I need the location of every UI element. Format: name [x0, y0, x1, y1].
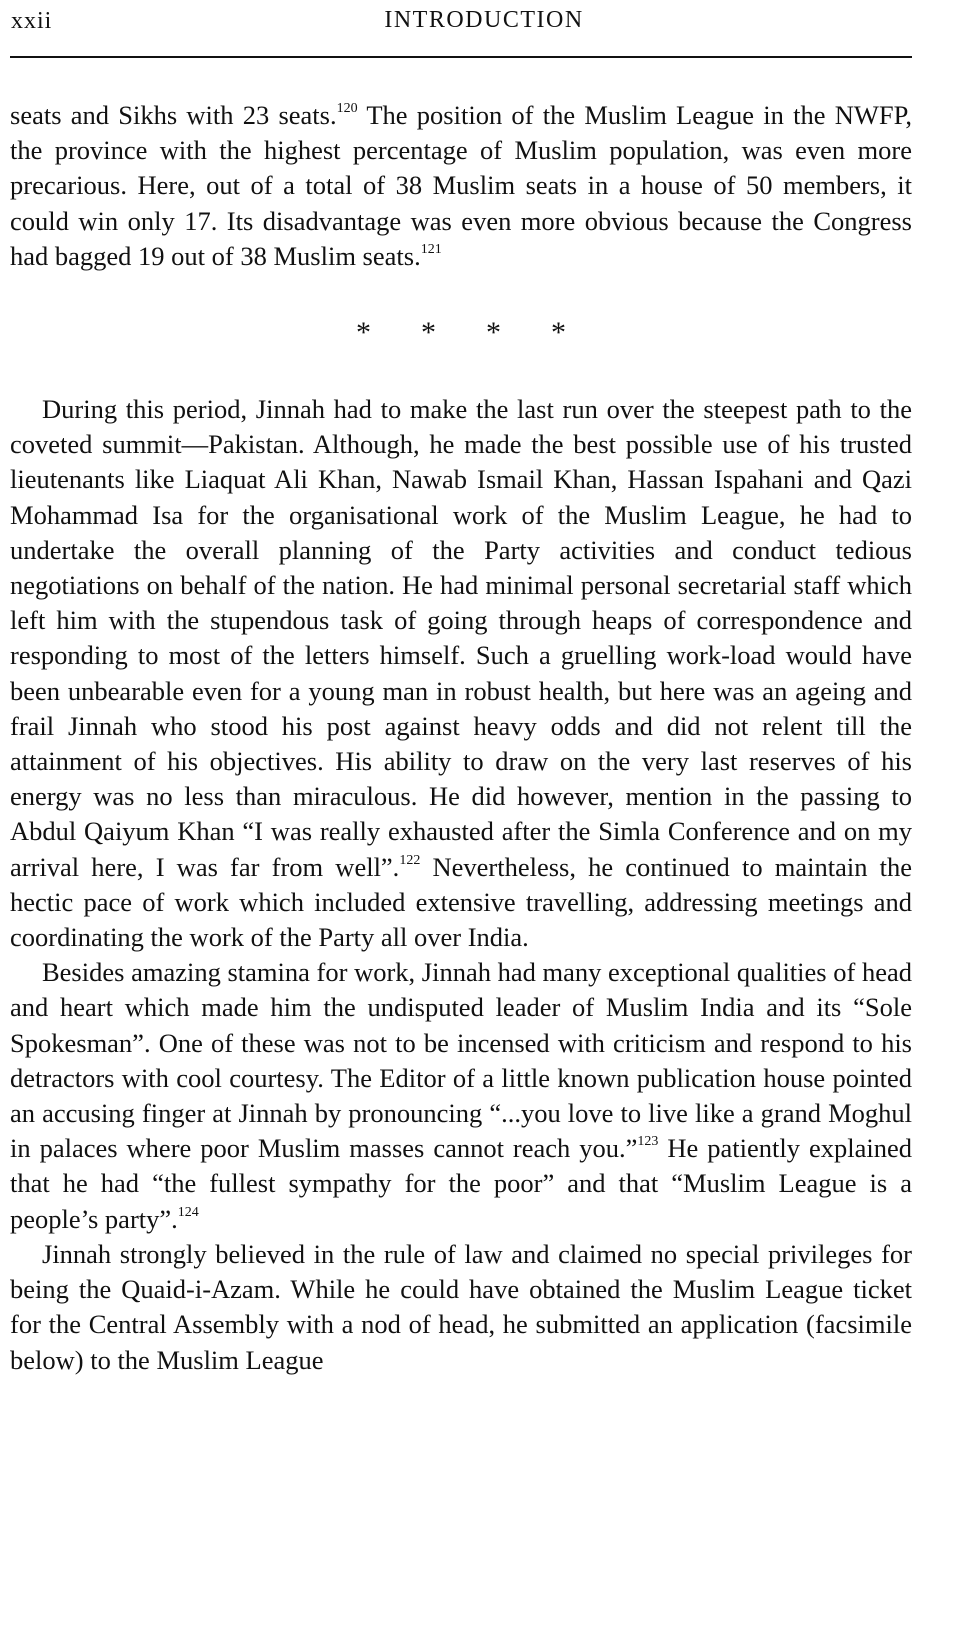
- asterism-star: *: [421, 316, 436, 350]
- asterism-star: *: [486, 316, 501, 350]
- paragraph-text: Jinnah strongly believed in the rule of law and claimed no special privileges for being the Quaid-i-Azam. While he could have obtained the Muslim League ticket for the Central Assembly with a nod of head, he submitted an application (facsimile below) to the Muslim League: [10, 1238, 912, 1375]
- header-rule: [10, 56, 912, 58]
- page-header: [0, 0, 968, 60]
- page-number: xxii: [11, 8, 53, 34]
- paragraph: [10, 392, 912, 955]
- paragraph-text: He patiently explained that he had “the fullest sympathy for the poor” and that “Muslim League is a people’s party”.: [10, 1133, 912, 1234]
- footnote-ref: 122: [399, 852, 421, 868]
- footnote-ref: 120: [336, 101, 358, 117]
- footnote-ref: 121: [420, 241, 442, 257]
- paragraph-text: Nevertheless, he continued to maintain the hectic pace of work which included extensive travelling, addressing meetings and coordinating the work of the Party all over India.: [10, 851, 912, 953]
- running-title: INTRODUCTION: [384, 7, 584, 33]
- footnote-ref: 123: [637, 1134, 659, 1150]
- paragraph-text: seats and Sikhs with 23 seats.: [10, 100, 337, 130]
- paragraph: [10, 1237, 912, 1378]
- paragraph: [10, 955, 912, 1237]
- paragraph: [10, 98, 912, 274]
- asterism-star: *: [356, 316, 371, 350]
- footnote-ref: 124: [177, 1204, 199, 1220]
- body-text: [10, 98, 912, 1378]
- paragraph-text: During this period, Jinnah had to make the last run over the steepest path to the coveted summit—Pakistan. Although, he made the best possible use of his trusted lieutenants like Liaquat Ali Khan, Nawab Ismail Khan, Hassan Ispahani and Qazi Mohammad Isa for the organisational work of the Muslim League, he had to undertake the overall planning of the Party activities and conduct tedious negotiations on behalf of the nation. He had minimal personal secretarial staff which left him with the stupendous task of going through heaps of correspondence and responding to most of the letters himself. Such a gruelling work-load would have been unbearable even for a young man in robust health, but here was an ageing and frail Jinnah who stood his post against heavy odds and did not relent till the attainment of his objectives. His ability to draw on the very last reserves of his energy was no less than miraculous. He did however, mention in the passing to Abdul Qaiyum Khan “I was really exhausted after the Simla Conference and on my arrival here, I was far from well”.: [10, 394, 912, 882]
- paragraph-text: Besides amazing stamina for work, Jinnah had many exceptional qualities of head and heart which made him the undisputed leader of Muslim India and its “Sole Spokesman”. One of these was not to be incensed with criticism and respond to his detractors with cool courtesy. The Editor of a little known publication house pointed an accusing finger at Jinnah by pronouncing “...you love to live like a grand Moghul in palaces where poor Muslim masses cannot reach you.”: [10, 957, 912, 1164]
- asterism-star: *: [551, 316, 566, 350]
- paragraph-text: The position of the Muslim League in the NWFP, the province with the highest percentage of Muslim population, was even more precarious. Here, out of a total of 38 Muslim seats in a house of 50 members, it could win only 17. Its disadvantage was even more obvious because the Congress had bagged 19 out of 38 Muslim seats.: [10, 100, 913, 271]
- section-break-asterism: [10, 274, 912, 392]
